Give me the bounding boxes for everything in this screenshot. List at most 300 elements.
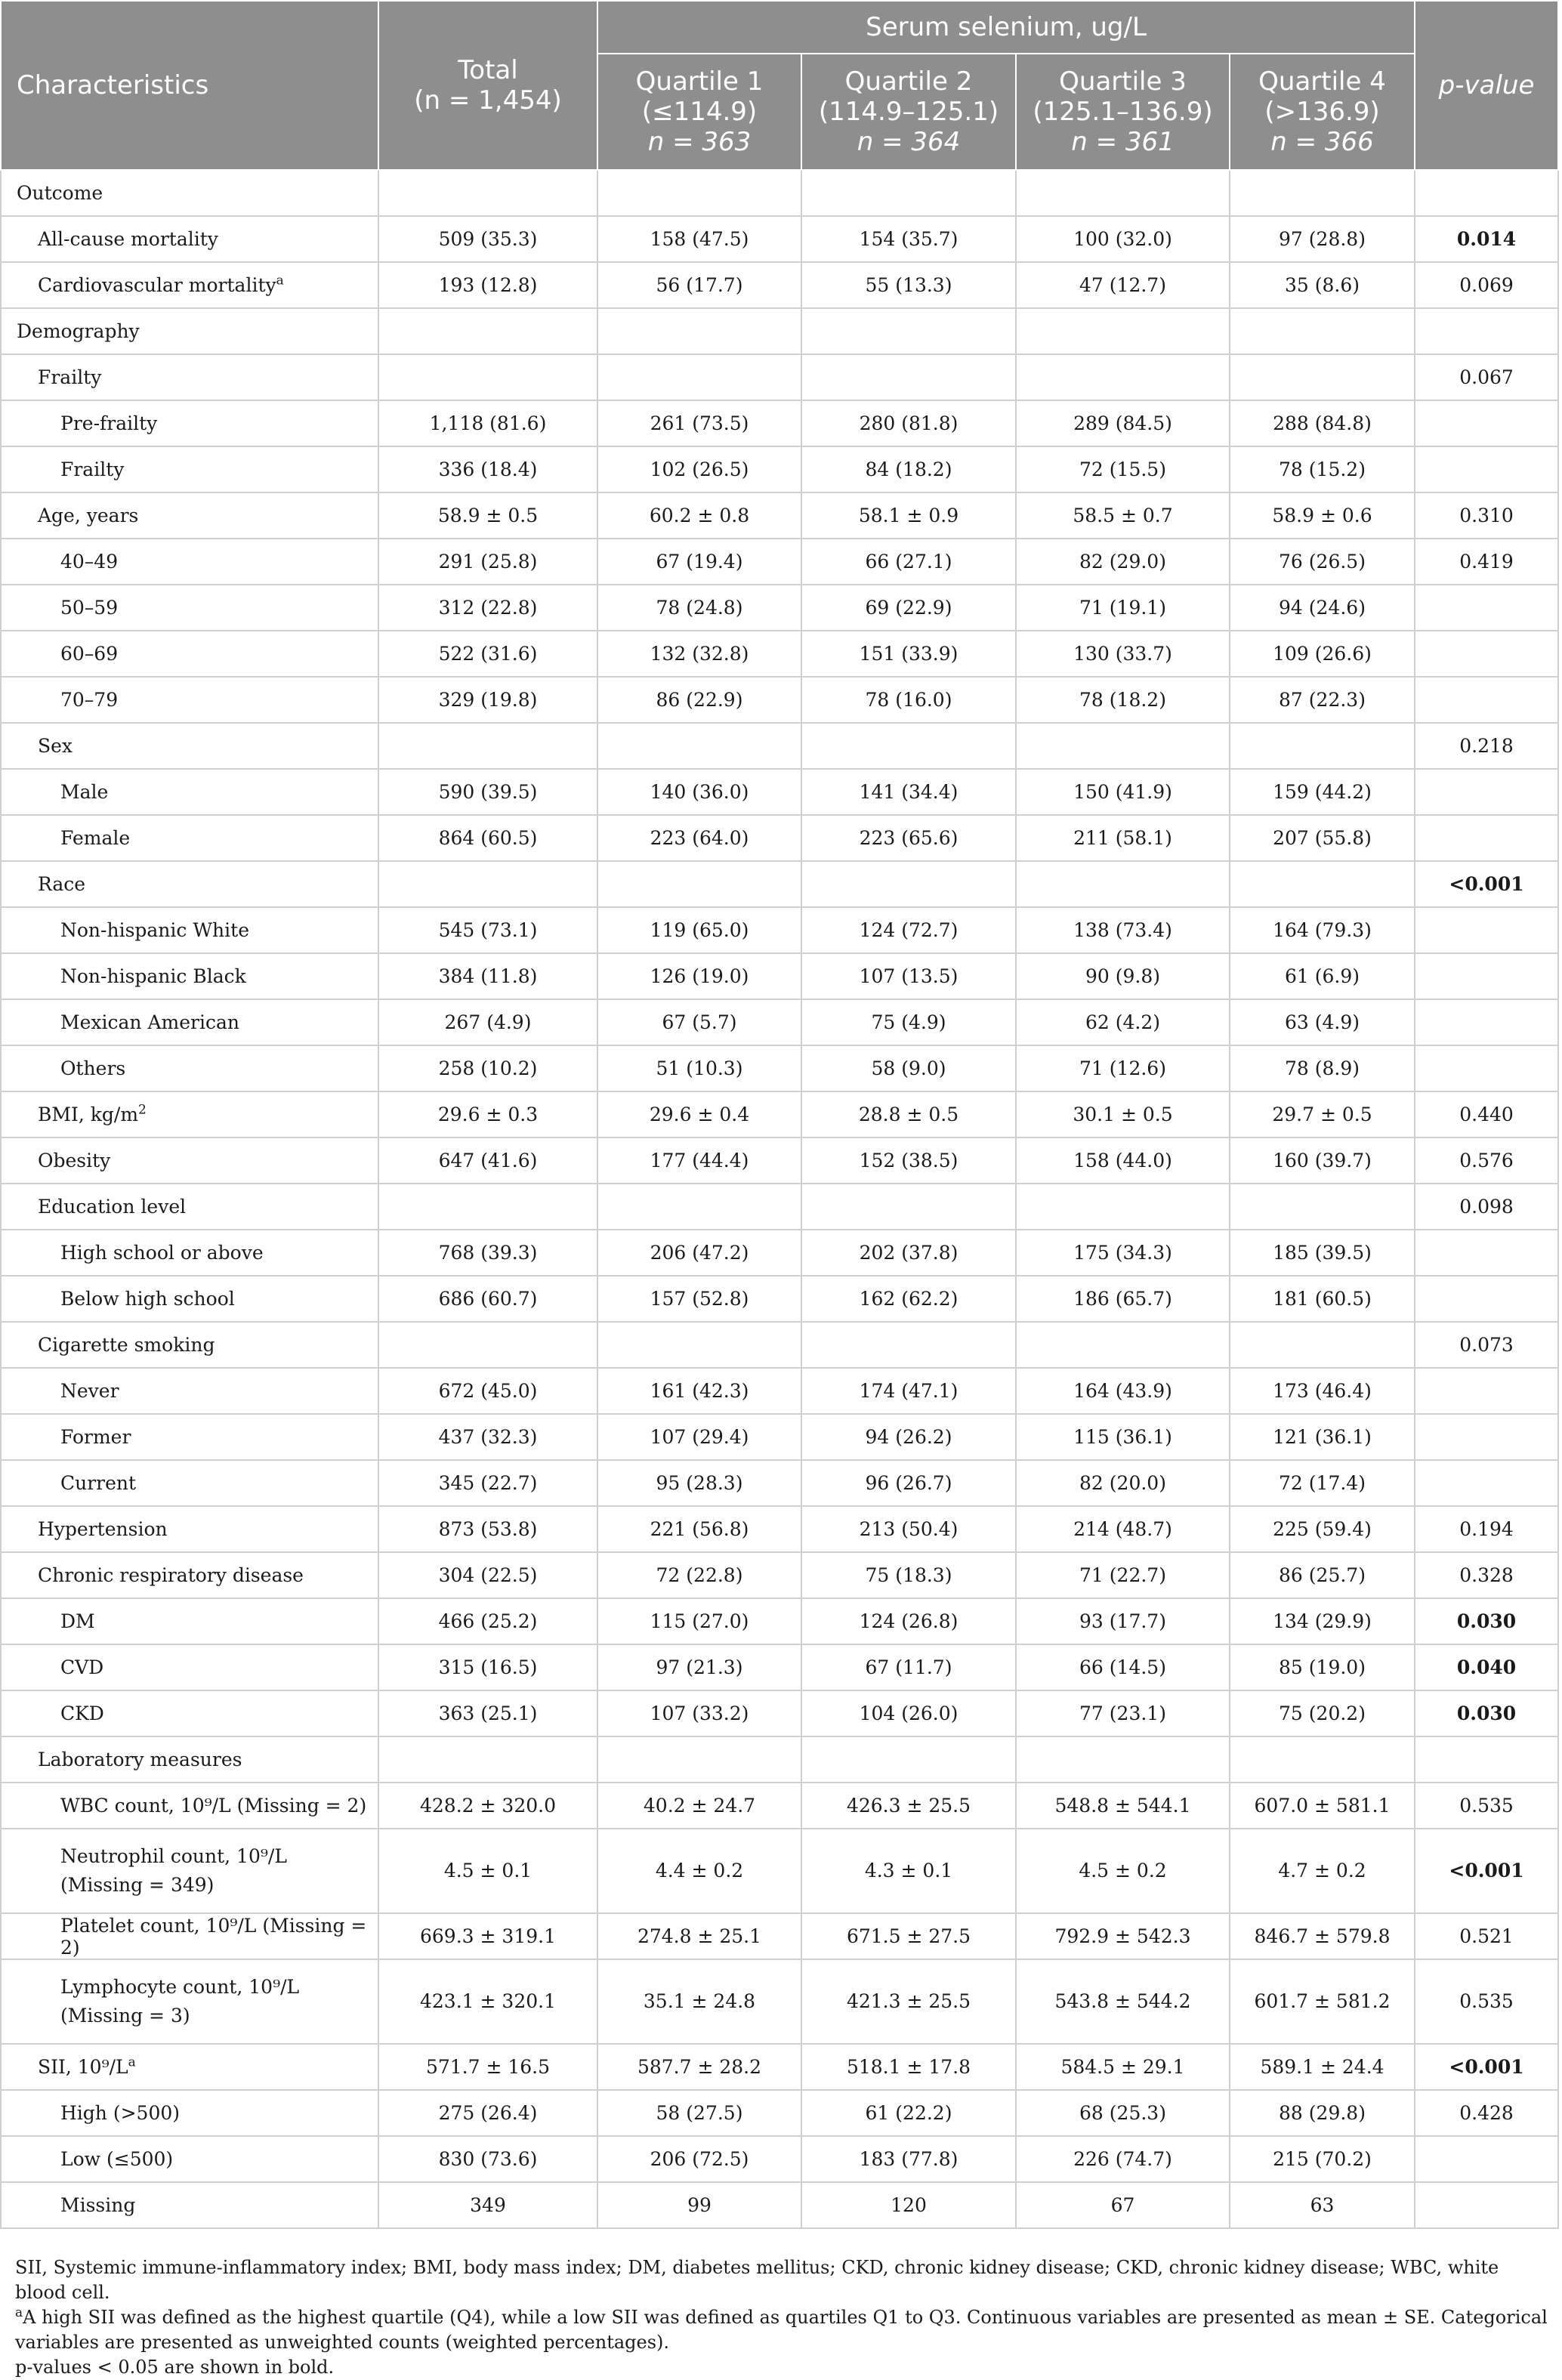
quartile-name: Quartile 4 — [1258, 66, 1386, 97]
table-row — [1, 1644, 1558, 1690]
table-row — [1, 2044, 1558, 2090]
cell-total: 312 (22.8) — [378, 585, 597, 631]
cell-quartile-4: 94 (24.6) — [1230, 585, 1415, 631]
cell-quartile-4: 78 (15.2) — [1230, 446, 1415, 492]
row-label-text: 50–59 — [60, 597, 119, 619]
cell-quartile-2 — [801, 354, 1016, 400]
cell-total: 522 (31.6) — [378, 631, 597, 677]
cell-p-value: 0.535 — [1415, 1959, 1558, 2044]
row-label-superscript: a — [276, 273, 284, 289]
cell-quartile-1: 78 (24.8) — [597, 585, 801, 631]
cell-quartile-2: 58 (9.0) — [801, 1045, 1016, 1091]
cell-p-value: 0.576 — [1415, 1138, 1558, 1184]
row-label-text: CVD — [60, 1656, 104, 1678]
cell-quartile-4: 589.1 ± 24.4 — [1230, 2044, 1415, 2090]
cell-quartile-2: 124 (26.8) — [801, 1598, 1016, 1644]
cell-p-value — [1415, 446, 1558, 492]
cell-quartile-1: 72 (22.8) — [597, 1552, 801, 1598]
cell-p-value — [1415, 1045, 1558, 1091]
quartile-name: Quartile 1 — [635, 66, 764, 97]
cell-quartile-3 — [1016, 1736, 1230, 1783]
cell-quartile-3: 4.5 ± 0.2 — [1016, 1829, 1230, 1913]
cell-quartile-2: 28.8 ± 0.5 — [801, 1091, 1016, 1138]
row-label-text: Female — [60, 827, 131, 849]
row-label — [1, 1138, 378, 1184]
cell-quartile-2: 55 (13.3) — [801, 262, 1016, 308]
cell-p-value: 0.328 — [1415, 1552, 1558, 1598]
cell-quartile-1: 99 — [597, 2182, 801, 2228]
row-label-text: Below high school — [60, 1288, 235, 1310]
cell-p-value: 0.428 — [1415, 2090, 1558, 2136]
cell-p-value: 0.030 — [1415, 1598, 1558, 1644]
cell-quartile-2: 162 (62.2) — [801, 1276, 1016, 1322]
row-label-text: WBC count, 10⁹/L (Missing = 2) — [60, 1795, 367, 1817]
cell-quartile-2: 107 (13.5) — [801, 953, 1016, 999]
table-row — [1, 769, 1558, 815]
cell-quartile-4 — [1230, 308, 1415, 354]
table-row — [1, 492, 1558, 539]
cell-quartile-1: 86 (22.9) — [597, 677, 801, 723]
cell-quartile-1: 29.6 ± 0.4 — [597, 1091, 801, 1138]
row-label — [1, 308, 378, 354]
quartile-range: (114.9–125.1) — [818, 97, 999, 127]
cell-total — [378, 861, 597, 907]
row-label — [1, 539, 378, 585]
cell-total: 193 (12.8) — [378, 262, 597, 308]
cell-quartile-2: 518.1 ± 17.8 — [801, 2044, 1016, 2090]
row-label-text: Never — [60, 1380, 119, 1402]
cell-quartile-3 — [1016, 1322, 1230, 1368]
cell-quartile-1 — [597, 723, 801, 769]
cell-quartile-3: 138 (73.4) — [1016, 907, 1230, 953]
cell-quartile-2: 671.5 ± 27.5 — [801, 1913, 1016, 1959]
row-label-superscript: 2 — [138, 1102, 147, 1118]
cell-quartile-1 — [597, 861, 801, 907]
cell-quartile-3: 130 (33.7) — [1016, 631, 1230, 677]
cell-quartile-3: 30.1 ± 0.5 — [1016, 1091, 1230, 1138]
cell-total — [378, 1736, 597, 1783]
cell-quartile-1: 115 (27.0) — [597, 1598, 801, 1644]
cell-quartile-1: 51 (10.3) — [597, 1045, 801, 1091]
cell-total: 4.5 ± 0.1 — [378, 1829, 597, 1913]
table-body — [1, 170, 1558, 2228]
row-label — [1, 1230, 378, 1276]
cell-p-value: 0.014 — [1415, 216, 1558, 262]
cell-p-value — [1415, 769, 1558, 815]
quartile-n: n = 364 — [857, 127, 961, 157]
header-total — [378, 1, 597, 170]
table-row — [1, 585, 1558, 631]
cell-total: 1,118 (81.6) — [378, 400, 597, 446]
cell-quartile-4: 86 (25.7) — [1230, 1552, 1415, 1598]
cell-quartile-2: 124 (72.7) — [801, 907, 1016, 953]
cell-quartile-2 — [801, 1736, 1016, 1783]
row-label — [1, 815, 378, 861]
cell-quartile-4: 207 (55.8) — [1230, 815, 1415, 861]
table-row — [1, 354, 1558, 400]
table-row — [1, 1598, 1558, 1644]
cell-total: 315 (16.5) — [378, 1644, 597, 1690]
table-row — [1, 1690, 1558, 1736]
cell-p-value — [1415, 2182, 1558, 2228]
cell-total: 304 (22.5) — [378, 1552, 597, 1598]
cell-quartile-4: 164 (79.3) — [1230, 907, 1415, 953]
table-row — [1, 2182, 1558, 2228]
cell-quartile-1: 261 (73.5) — [597, 400, 801, 446]
cell-quartile-3: 71 (19.1) — [1016, 585, 1230, 631]
cell-quartile-4 — [1230, 1322, 1415, 1368]
row-label — [1, 1913, 378, 1959]
cell-quartile-4: 215 (70.2) — [1230, 2136, 1415, 2182]
row-label — [1, 262, 378, 308]
cell-quartile-1 — [597, 170, 801, 216]
header-total-n: (n = 1,454) — [414, 85, 562, 116]
cell-p-value: 0.218 — [1415, 723, 1558, 769]
cell-quartile-4: 63 (4.9) — [1230, 999, 1415, 1045]
cell-p-value — [1415, 400, 1558, 446]
cell-p-value: 0.310 — [1415, 492, 1558, 539]
table-row — [1, 815, 1558, 861]
cell-quartile-4: 76 (26.5) — [1230, 539, 1415, 585]
table-row — [1, 2136, 1558, 2182]
cell-total: 329 (19.8) — [378, 677, 597, 723]
table-row — [1, 539, 1558, 585]
cell-p-value: <0.001 — [1415, 1829, 1558, 1913]
row-label — [1, 677, 378, 723]
cell-p-value: 0.098 — [1415, 1184, 1558, 1230]
row-label-text: Pre-frailty — [60, 412, 158, 434]
cell-total: 291 (25.8) — [378, 539, 597, 585]
cell-quartile-1: 274.8 ± 25.1 — [597, 1913, 801, 1959]
cell-quartile-2: 66 (27.1) — [801, 539, 1016, 585]
cell-total: 873 (53.8) — [378, 1506, 597, 1552]
cell-quartile-1: 102 (26.5) — [597, 446, 801, 492]
abbreviations-note: SII, Systemic immune-inflammatory index; BMI, body mass index; DM, diabetes mellitus; CKD, chronic kidney disease; CKD, chronic kidney disease; WBC, white blood cell. — [15, 2257, 1499, 2303]
cell-quartile-3: 150 (41.9) — [1016, 769, 1230, 815]
cell-quartile-4: 4.7 ± 0.2 — [1230, 1829, 1415, 1913]
cell-p-value: 0.419 — [1415, 539, 1558, 585]
row-label-text: Hypertension — [38, 1518, 168, 1540]
cell-quartile-4 — [1230, 1184, 1415, 1230]
table-row — [1, 907, 1558, 953]
row-label — [1, 1091, 378, 1138]
cell-p-value — [1415, 1460, 1558, 1506]
cell-quartile-4: 160 (39.7) — [1230, 1138, 1415, 1184]
cell-quartile-3: 82 (29.0) — [1016, 539, 1230, 585]
cell-quartile-4: 72 (17.4) — [1230, 1460, 1415, 1506]
cell-quartile-3: 158 (44.0) — [1016, 1138, 1230, 1184]
row-label — [1, 1506, 378, 1552]
cell-total: 423.1 ± 320.1 — [378, 1959, 597, 2044]
cell-quartile-3: 71 (22.7) — [1016, 1552, 1230, 1598]
cell-total: 29.6 ± 0.3 — [378, 1091, 597, 1138]
row-label-text: Age, years — [38, 505, 139, 526]
row-label-text: Chronic respiratory disease — [38, 1564, 304, 1586]
quartile-name: Quartile 2 — [844, 66, 973, 97]
table-row — [1, 677, 1558, 723]
row-label — [1, 400, 378, 446]
cell-quartile-2: 94 (26.2) — [801, 1414, 1016, 1460]
row-label — [1, 999, 378, 1045]
cell-quartile-4: 288 (84.8) — [1230, 400, 1415, 446]
cell-quartile-3 — [1016, 354, 1230, 400]
cell-quartile-2 — [801, 861, 1016, 907]
cell-quartile-3: 792.9 ± 542.3 — [1016, 1913, 1230, 1959]
table-row — [1, 631, 1558, 677]
cell-total — [378, 723, 597, 769]
row-label — [1, 769, 378, 815]
cell-quartile-4: 63 — [1230, 2182, 1415, 2228]
row-label — [1, 1829, 378, 1913]
cell-quartile-3: 226 (74.7) — [1016, 2136, 1230, 2182]
cell-quartile-2: 223 (65.6) — [801, 815, 1016, 861]
row-label-text: Demography — [17, 320, 140, 342]
cell-quartile-1: 132 (32.8) — [597, 631, 801, 677]
header-quartile-2 — [801, 54, 1016, 170]
table-row — [1, 723, 1558, 769]
cell-quartile-1: 40.2 ± 24.7 — [597, 1783, 801, 1829]
row-label — [1, 953, 378, 999]
cell-quartile-3: 115 (36.1) — [1016, 1414, 1230, 1460]
cell-p-value: 0.440 — [1415, 1091, 1558, 1138]
table-row — [1, 1783, 1558, 1829]
cell-quartile-3: 186 (65.7) — [1016, 1276, 1230, 1322]
cell-quartile-3: 58.5 ± 0.7 — [1016, 492, 1230, 539]
cell-total: 864 (60.5) — [378, 815, 597, 861]
cell-total: 258 (10.2) — [378, 1045, 597, 1091]
cell-total: 545 (73.1) — [378, 907, 597, 953]
cell-quartile-3: 78 (18.2) — [1016, 677, 1230, 723]
cell-quartile-1: 206 (47.2) — [597, 1230, 801, 1276]
cell-quartile-2 — [801, 1322, 1016, 1368]
cell-p-value — [1415, 953, 1558, 999]
row-label — [1, 1322, 378, 1368]
cell-quartile-1 — [597, 354, 801, 400]
cell-p-value: 0.067 — [1415, 354, 1558, 400]
cell-quartile-3: 584.5 ± 29.1 — [1016, 2044, 1230, 2090]
table-row — [1, 861, 1558, 907]
cell-total: 830 (73.6) — [378, 2136, 597, 2182]
cell-quartile-2: 96 (26.7) — [801, 1460, 1016, 1506]
row-label — [1, 1783, 378, 1829]
table-row — [1, 1045, 1558, 1091]
table-row — [1, 1829, 1558, 1913]
cell-p-value: 0.535 — [1415, 1783, 1558, 1829]
cell-total — [378, 1184, 597, 1230]
row-label-text: Non-hispanic Black — [60, 965, 246, 987]
table-row — [1, 308, 1558, 354]
row-label — [1, 631, 378, 677]
row-label-text: Cardiovascular mortality — [38, 274, 276, 296]
row-label — [1, 2136, 378, 2182]
cell-total: 336 (18.4) — [378, 446, 597, 492]
footnote-a-mark: a — [15, 2305, 23, 2320]
table-row — [1, 1322, 1558, 1368]
quartile-n: n = 361 — [1071, 127, 1175, 157]
row-label-text: Male — [60, 781, 109, 803]
cell-p-value — [1415, 1368, 1558, 1414]
cell-p-value: <0.001 — [1415, 861, 1558, 907]
cell-total: 466 (25.2) — [378, 1598, 597, 1644]
cell-quartile-3: 289 (84.5) — [1016, 400, 1230, 446]
cell-p-value — [1415, 907, 1558, 953]
cell-p-value — [1415, 308, 1558, 354]
header-quartile-4 — [1230, 54, 1415, 170]
pvalue-note: p-values < 0.05 are shown in bold. — [15, 2357, 335, 2378]
cell-quartile-4: 87 (22.3) — [1230, 677, 1415, 723]
cell-quartile-3 — [1016, 170, 1230, 216]
table-row — [1, 216, 1558, 262]
row-label — [1, 585, 378, 631]
cell-quartile-2: 151 (33.9) — [801, 631, 1016, 677]
header-characteristics: Characteristics — [1, 1, 378, 170]
row-label — [1, 1644, 378, 1690]
footnote-a-text: A high SII was defined as the highest quartile (Q4), while a low SII was defined as quartiles Q1 to Q3. Continuous variables are presented as mean ± SE. Categorical variables are presented as unweighted counts (weighted percentages). — [15, 2307, 1548, 2353]
table-row — [1, 1552, 1558, 1598]
table-row — [1, 999, 1558, 1045]
cell-quartile-1 — [597, 1736, 801, 1783]
cell-quartile-3: 543.8 ± 544.2 — [1016, 1959, 1230, 2044]
row-label-text: All-cause mortality — [38, 228, 218, 250]
table-row — [1, 1276, 1558, 1322]
row-label — [1, 446, 378, 492]
cell-p-value: 0.040 — [1415, 1644, 1558, 1690]
cell-p-value — [1415, 1414, 1558, 1460]
cell-quartile-1 — [597, 1322, 801, 1368]
table-row — [1, 1368, 1558, 1414]
cell-quartile-4: 75 (20.2) — [1230, 1690, 1415, 1736]
cell-p-value — [1415, 631, 1558, 677]
row-label-text: Frailty — [60, 458, 125, 480]
table-row — [1, 1091, 1558, 1138]
table-row — [1, 1184, 1558, 1230]
cell-quartile-4 — [1230, 1736, 1415, 1783]
cell-quartile-2: 104 (26.0) — [801, 1690, 1016, 1736]
row-label-text: CKD — [60, 1702, 104, 1724]
cell-p-value — [1415, 1276, 1558, 1322]
quartile-name: Quartile 3 — [1059, 66, 1187, 97]
table-row — [1, 1138, 1558, 1184]
cell-total: 590 (39.5) — [378, 769, 597, 815]
cell-total — [378, 354, 597, 400]
cell-quartile-2: 174 (47.1) — [801, 1368, 1016, 1414]
row-label-superscript: a — [128, 2054, 136, 2070]
row-label-text: Outcome — [17, 182, 103, 204]
cell-quartile-3: 72 (15.5) — [1016, 446, 1230, 492]
cell-quartile-3: 82 (20.0) — [1016, 1460, 1230, 1506]
cell-total: 686 (60.7) — [378, 1276, 597, 1322]
cell-quartile-1: 107 (29.4) — [597, 1414, 801, 1460]
cell-quartile-2: 61 (22.2) — [801, 2090, 1016, 2136]
cell-quartile-2 — [801, 170, 1016, 216]
table-row — [1, 1460, 1558, 1506]
cell-p-value: 0.030 — [1415, 1690, 1558, 1736]
cell-quartile-2: 75 (18.3) — [801, 1552, 1016, 1598]
cell-quartile-2: 152 (38.5) — [801, 1138, 1016, 1184]
cell-quartile-4: 601.7 ± 581.2 — [1230, 1959, 1415, 2044]
header-quartile-3 — [1016, 54, 1230, 170]
cell-quartile-4: 121 (36.1) — [1230, 1414, 1415, 1460]
row-label — [1, 492, 378, 539]
cell-quartile-1: 4.4 ± 0.2 — [597, 1829, 801, 1913]
row-label-text: BMI, kg/m — [38, 1104, 139, 1125]
cell-p-value — [1415, 2136, 1558, 2182]
cell-quartile-3: 211 (58.1) — [1016, 815, 1230, 861]
table-row — [1, 1736, 1558, 1783]
row-label — [1, 1045, 378, 1091]
row-label-text: Missing — [60, 2194, 136, 2216]
cell-quartile-3: 71 (12.6) — [1016, 1045, 1230, 1091]
cell-quartile-4 — [1230, 170, 1415, 216]
cell-quartile-3: 47 (12.7) — [1016, 262, 1230, 308]
cell-total: 571.7 ± 16.5 — [378, 2044, 597, 2090]
cell-quartile-3: 548.8 ± 544.1 — [1016, 1783, 1230, 1829]
row-label — [1, 723, 378, 769]
row-label-text: High (>500) — [60, 2102, 181, 2124]
row-label-text: Cigarette smoking — [38, 1334, 215, 1356]
table-header — [1, 1, 1558, 170]
cell-quartile-4: 35 (8.6) — [1230, 262, 1415, 308]
table-row — [1, 170, 1558, 216]
cell-quartile-4: 85 (19.0) — [1230, 1644, 1415, 1690]
cell-total: 58.9 ± 0.5 — [378, 492, 597, 539]
cell-quartile-2 — [801, 1184, 1016, 1230]
cell-quartile-4: 846.7 ± 579.8 — [1230, 1913, 1415, 1959]
table-row — [1, 446, 1558, 492]
row-label-text: Non-hispanic White — [60, 919, 249, 941]
row-label — [1, 1959, 378, 2044]
cell-quartile-2 — [801, 723, 1016, 769]
cell-quartile-1: 97 (21.3) — [597, 1644, 801, 1690]
cell-p-value — [1415, 999, 1558, 1045]
cell-quartile-2: 202 (37.8) — [801, 1230, 1016, 1276]
row-label — [1, 170, 378, 216]
row-label-text: Low (≤500) — [60, 2148, 174, 2170]
row-label — [1, 1184, 378, 1230]
cell-total: 672 (45.0) — [378, 1368, 597, 1414]
cell-quartile-2: 58.1 ± 0.9 — [801, 492, 1016, 539]
cell-quartile-3: 93 (17.7) — [1016, 1598, 1230, 1644]
row-label-text: Mexican American — [60, 1011, 239, 1033]
cell-quartile-4: 61 (6.9) — [1230, 953, 1415, 999]
cell-quartile-2: 84 (18.2) — [801, 446, 1016, 492]
cell-total: 363 (25.1) — [378, 1690, 597, 1736]
row-label — [1, 907, 378, 953]
cell-p-value — [1415, 677, 1558, 723]
row-label — [1, 1414, 378, 1460]
cell-quartile-3: 90 (9.8) — [1016, 953, 1230, 999]
cell-quartile-1: 67 (5.7) — [597, 999, 801, 1045]
row-label-text: Platelet count, 10⁹/L (Missing = 2) — [60, 1914, 367, 1959]
row-label-text: Laboratory measures — [38, 1749, 242, 1770]
table-row — [1, 953, 1558, 999]
header-quartile-1 — [597, 54, 801, 170]
cell-quartile-2: 213 (50.4) — [801, 1506, 1016, 1552]
cell-total: 428.2 ± 320.0 — [378, 1783, 597, 1829]
cell-quartile-2: 69 (22.9) — [801, 585, 1016, 631]
table-row — [1, 1959, 1558, 2044]
cell-quartile-1: 126 (19.0) — [597, 953, 801, 999]
header-p-value-text: p-value — [1438, 70, 1535, 100]
cell-quartile-4: 78 (8.9) — [1230, 1045, 1415, 1091]
cell-quartile-1: 107 (33.2) — [597, 1690, 801, 1736]
cell-quartile-3: 67 — [1016, 2182, 1230, 2228]
cell-quartile-1: 587.7 ± 28.2 — [597, 2044, 801, 2090]
row-label-text: SII, 10⁹/L — [38, 2056, 128, 2078]
cell-total — [378, 1322, 597, 1368]
cell-quartile-3: 214 (48.7) — [1016, 1506, 1230, 1552]
cell-p-value — [1415, 170, 1558, 216]
